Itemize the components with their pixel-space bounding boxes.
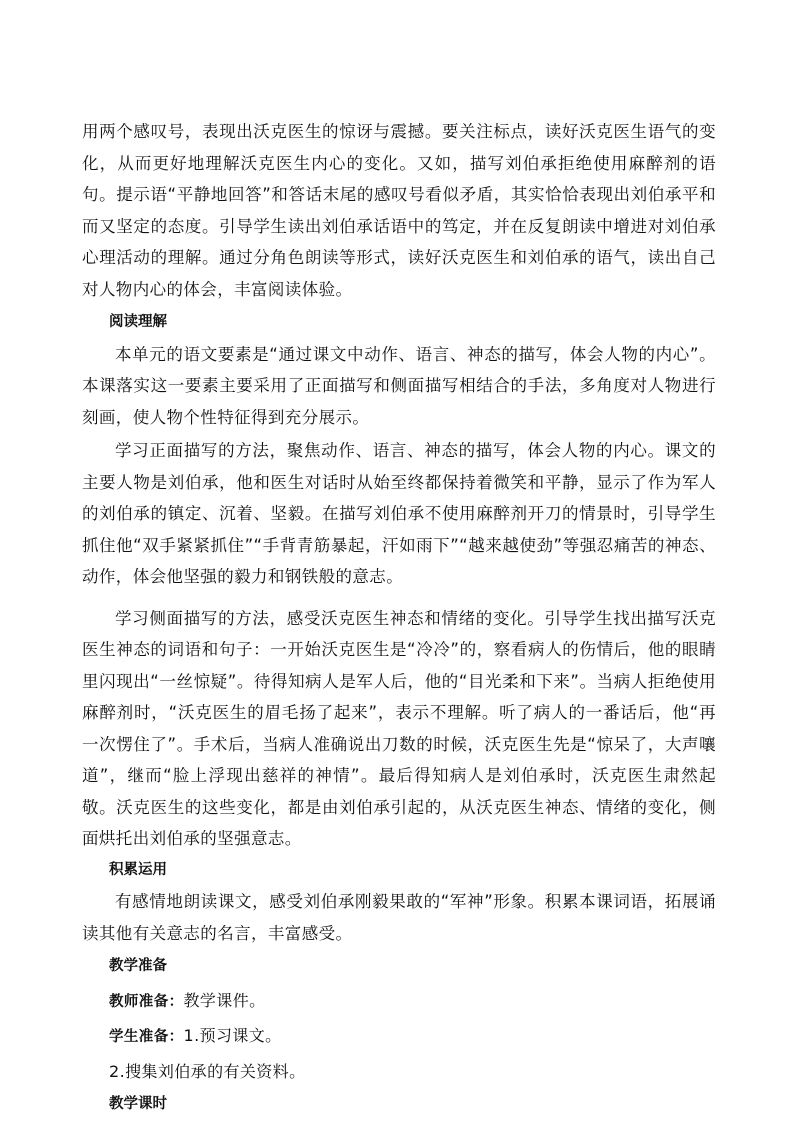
paragraph-direct-description: 学习正面描写的方法，聚焦动作、语言、神态的描写，体会人物的内心。课文的主要人物是刘伯承，他和医生对话时从始至终都保持着微笑和平静，显示了作为军人的刘伯承的镇定、沉着、坚毅。在描写刘伯承不使用麻醉剂开刀的情景时，引导学生抓住他“双手紧紧抓住”“手背青筋暴起，汗如雨下”“越来越使劲”等强忍痛苦的神态、动作，体会他坚强的毅力和钢铁般的意志。 — [82, 441, 716, 586]
heading-teaching-preparation: 教学准备 — [109, 958, 167, 974]
teacher-preparation-line — [82, 985, 716, 1019]
paragraph-accumulation: 有感情地朗读课文，感受刘伯承刚毅果敢的“军神”形象。积累本课词语，拓展诵读其他有关意志的名言，丰富感受。 — [82, 892, 716, 943]
document-page — [82, 116, 716, 1121]
teacher-preparation-label: 教师准备： — [109, 993, 184, 1010]
paragraph-unit-elements: 本单元的语文要素是“通过课文中动作、语言、神态的描写，体会人物的内心”。本课落实这一要素主要采用了正面描写和侧面描写相结合的手法，多角度对人物进行刻画，使人物个性特征得到充分展示。 — [82, 344, 716, 427]
heading-teaching-hours: 教学课时 — [109, 1096, 167, 1112]
paragraph-punctuation-analysis: 用两个感叹号，表现出沃克医生的惊讶与震撼。要关注标点，读好沃克医生语气的变化，从而更好地理解沃克医生内心的变化。又如，描写刘伯承拒绝使用麻醉剂的语句。提示语“平静地回答”和答话末尾的感叹号看似矛盾，其实恰恰表现出刘伯承平和而又坚定的态度。引导学生读出刘伯承话语中的笃定，并在反复朗读中增进对刘伯承心理活动的理解。通过分角色朗读等形式，读好沃克医生和刘伯承的语气，读出自己对人物内心的体会，丰富阅读体验。 — [82, 122, 716, 299]
student-preparation-label: 学生准备： — [109, 1029, 184, 1045]
teacher-preparation-value: 教学课件。 — [183, 990, 266, 1010]
heading-reading-comprehension: 阅读理解 — [109, 314, 167, 330]
paragraph-indirect-description: 学习侧面描写的方法，感受沃克医生神态和情绪的变化。引导学生找出描写沃克医生神态的词语和句子：一开始沃克医生是“冷冷”的，察看病人的伤情后，他的眼睛里闪现出“一丝惊疑”。待得知病人是军人后，他的“目光柔和下来”。当病人拒绝使用麻醉剂时，“沃克医生的眉毛扬了起来”，表示不理解。听了病人的一番话后，他“再一次愣住了”。手术后，当病人准确说出刀数的时候，沃克医生先是“惊呆了，大声嚷道”，继而“脸上浮现出慈祥的神情”。最后得知病人是刘伯承时，沃克医生肃然起敬。沃克医生的这些变化，都是由刘伯承引起的，从沃克医生神态、情绪的变化，侧面烘托出刘伯承的坚强意志。 — [82, 608, 716, 848]
student-preparation-item-2: 2.搜集刘伯承的有关资料。 — [109, 1061, 306, 1081]
student-preparation-value: 1.预习课文。 — [183, 1026, 282, 1045]
heading-accumulation: 积累运用 — [109, 861, 167, 878]
student-preparation-line — [82, 1020, 716, 1054]
